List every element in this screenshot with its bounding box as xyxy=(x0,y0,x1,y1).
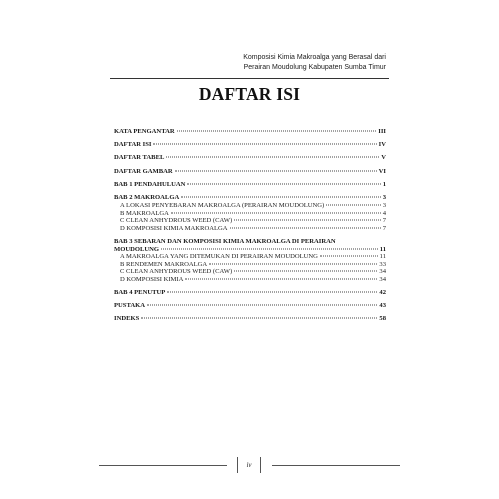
toc-leader xyxy=(320,256,378,257)
toc-entry-bab-2[interactable] xyxy=(114,194,386,202)
toc-label: BAB 2 MAKROALGA xyxy=(114,194,180,202)
toc-page: 1 xyxy=(382,181,386,189)
toc-entry-bab-3-line-1[interactable] xyxy=(114,238,386,246)
toc-label: B RENDEMEN MAKROALGA xyxy=(120,260,208,268)
toc-entry-bab-3[interactable] xyxy=(114,246,386,254)
toc-label: A LOKASI PENYEBARAN MAKROALGA (PERAIRAN MOUDOLUNG) xyxy=(120,201,325,209)
toc-label: KATA PENGANTAR xyxy=(114,128,175,135)
toc-leader xyxy=(175,170,377,171)
toc-label: C CLEAN ANHYDROUS WEED (CAW) xyxy=(120,217,233,225)
toc-label: BAB 1 PENDAHULUAN xyxy=(114,181,186,189)
toc-label: A MAKROALGA YANG DITEMUKAN DI PERAIRAN MOUDOLUNG xyxy=(120,253,318,261)
toc-leader xyxy=(153,144,376,145)
toc-entry-bab-4[interactable] xyxy=(114,289,386,297)
toc-entry-bab-3-b[interactable] xyxy=(114,261,386,269)
toc-entry-bab-2-c[interactable] xyxy=(114,217,386,225)
toc-page: 7 xyxy=(382,217,386,225)
header-line-2: Perairan Moudolung Kabupaten Sumba Timur xyxy=(243,64,386,71)
toc-label: B MAKROALGA xyxy=(120,209,169,217)
toc-leader xyxy=(161,248,378,249)
toc-entry-daftar-tabel[interactable] xyxy=(114,154,386,162)
toc-leader xyxy=(187,184,380,185)
toc-page: 34 xyxy=(379,275,386,283)
toc-page: VI xyxy=(378,167,386,175)
toc-page: IV xyxy=(378,141,386,149)
page-footer xyxy=(99,455,400,475)
toc-leader xyxy=(177,131,377,132)
toc-entry-bab-3-a[interactable] xyxy=(114,253,386,261)
toc-label: D KOMPOSISI KIMIA MAKROALGA xyxy=(120,224,228,232)
toc-page: III xyxy=(378,128,386,135)
running-header xyxy=(243,53,386,73)
toc-leader xyxy=(209,263,377,264)
toc-leader xyxy=(185,278,377,279)
toc-page: 4 xyxy=(382,209,386,217)
toc-entry-daftar-gambar[interactable] xyxy=(114,168,386,176)
toc-leader xyxy=(181,197,380,198)
toc-entry-bab-2-d[interactable] xyxy=(114,225,386,233)
toc-page: 34 xyxy=(379,268,386,276)
toc-entry-bab-3-c[interactable] xyxy=(114,268,386,276)
page-title: DAFTAR ISI xyxy=(198,84,301,104)
toc-leader xyxy=(234,220,381,221)
toc-label: C CLEAN ANHYDROUS WEED (CAW) xyxy=(120,268,233,276)
toc-page: 33 xyxy=(379,260,386,268)
header-rule xyxy=(110,78,389,79)
toc-label: DAFTAR TABEL xyxy=(114,154,165,162)
toc-page: 58 xyxy=(379,315,386,323)
toc-entry-kata-pengantar[interactable] xyxy=(114,128,386,136)
toc-page: 7 xyxy=(382,224,386,232)
toc-page: 3 xyxy=(382,201,386,209)
toc-leader xyxy=(141,318,377,319)
toc-leader xyxy=(234,271,377,272)
toc-leader xyxy=(147,305,377,306)
footer-rule-right xyxy=(272,465,400,466)
toc-entry-bab-1[interactable] xyxy=(114,181,386,189)
footer-rule-left xyxy=(99,465,227,466)
toc-label: DAFTAR ISI xyxy=(114,141,152,149)
toc-label: INDEKS xyxy=(114,315,140,323)
toc-label: BAB 4 PENUTUP xyxy=(114,289,166,297)
toc-label: PUSTAKA xyxy=(114,302,146,310)
toc-leader xyxy=(326,204,380,205)
toc-entry-pustaka[interactable] xyxy=(114,302,386,310)
toc-page: 42 xyxy=(379,289,386,297)
toc-entry-daftar-isi[interactable] xyxy=(114,141,386,149)
toc-label: BAB 3 SEBARAN DAN KOMPOSISI KIMIA MAKROALGA DI PERAIRAN xyxy=(114,237,336,245)
toc-entry-bab-3-d[interactable] xyxy=(114,276,386,284)
toc-leader xyxy=(171,212,381,213)
toc-label: D KOMPOSISI KIMIA xyxy=(120,275,184,283)
toc-leader xyxy=(230,227,381,228)
table-of-contents xyxy=(114,128,386,323)
toc-page: 3 xyxy=(382,194,386,202)
toc-page: 11 xyxy=(379,253,386,261)
toc-page: 43 xyxy=(379,302,386,310)
toc-entry-bab-2-b[interactable] xyxy=(114,210,386,218)
toc-page: V xyxy=(381,154,386,162)
toc-label: MOUDOLUNG xyxy=(114,245,160,253)
page-number: iv xyxy=(237,457,261,473)
toc-leader xyxy=(167,292,377,293)
toc-page: 11 xyxy=(379,245,386,253)
toc-label: DAFTAR GAMBAR xyxy=(114,167,173,175)
header-line-1: Komposisi Kimia Makroalga yang Berasal dari xyxy=(243,54,386,61)
toc-leader xyxy=(166,157,379,158)
toc-entry-bab-2-a[interactable] xyxy=(114,202,386,210)
toc-entry-indeks[interactable] xyxy=(114,315,386,323)
